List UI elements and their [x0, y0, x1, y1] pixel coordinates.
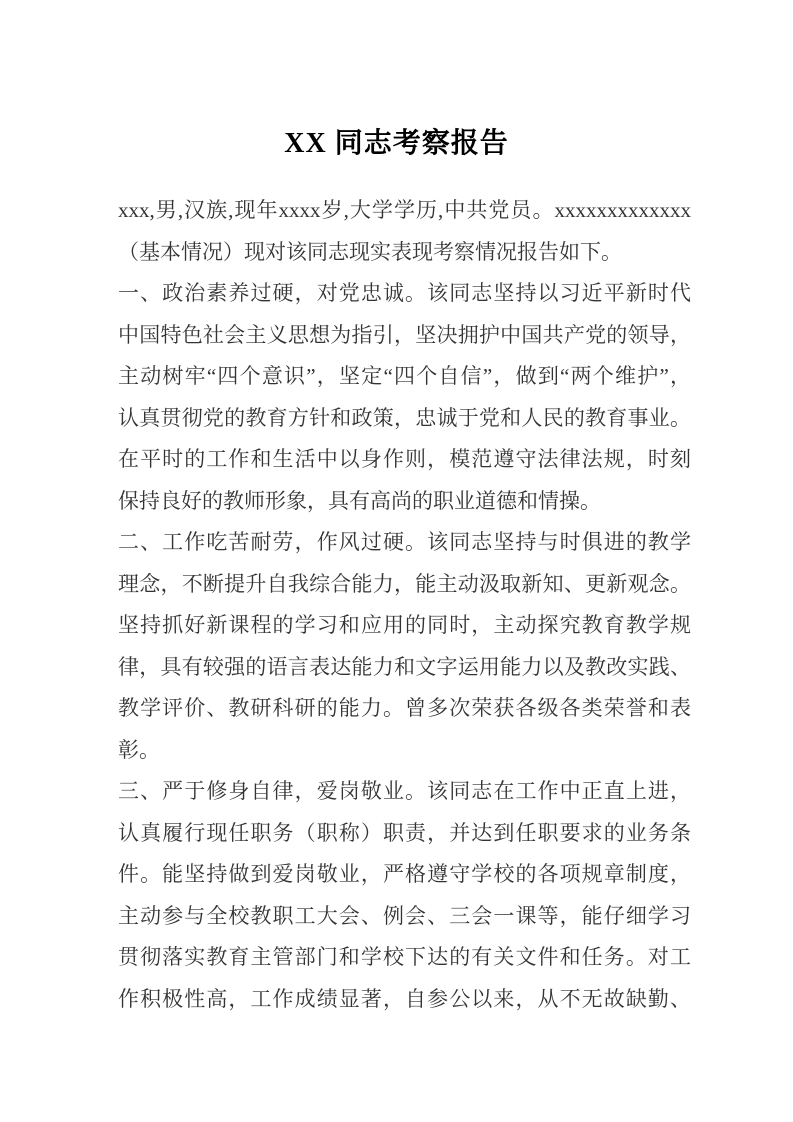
text-line: （基本情况）现对该同志现实表现考察情况报告如下。	[118, 239, 622, 264]
text-line: 理念，不断提升自我综合能力，能主动汲取新知、更新观念。	[118, 571, 691, 596]
text-line: 作积极性高，工作成绩显著，自参公以来，从不无故缺勤、	[118, 986, 691, 1011]
text-line: 件。能坚持做到爱岗敬业，严格遵守学校的各项规章制度，	[118, 862, 691, 886]
text-line: 中国特色社会主义思想为指引，坚决拥护中国共产党的领导，	[118, 322, 691, 347]
text-line: xxx,男,汉族,现年xxxx岁,大学学历,中共党员。xxxxxxxxxxxxx	[118, 198, 691, 222]
text-line: 律，具有较强的语言表达能力和文字运用能力以及教改实践、	[118, 654, 691, 679]
text-line: 三、严于修身自律，爱岗敬业。该同志在工作中正直上进，	[118, 779, 691, 803]
text-line: 认真履行现任职务（职称）职责，并达到任职要求的业务条	[118, 820, 691, 845]
text-line: 保持良好的教师形象，具有高尚的职业道德和情操。	[118, 488, 601, 513]
document-body	[118, 190, 691, 1020]
text-line: 在平时的工作和生活中以身作则，模范遵守法律法规，时刻	[118, 447, 691, 471]
text-line: 坚持抓好新课程的学习和应用的同时，主动探究教育教学规	[118, 613, 691, 637]
text-line: 一、政治素养过硬，对党忠诚。该同志坚持以习近平新时代	[118, 281, 691, 305]
text-line: 贯彻落实教育主管部门和学校下达的有关文件和任务。对工	[118, 945, 691, 969]
text-line: 彰。	[118, 737, 160, 762]
text-line: 教学评价、教研科研的能力。曾多次荣获各级各类荣誉和表	[118, 696, 691, 720]
document-title: XX 同志考察报告	[284, 128, 509, 159]
text-line: 二、工作吃苦耐劳，作风过硬。该同志坚持与时俱进的教学	[118, 530, 691, 554]
text-line: 主动参与全校教职工大会、例会、三会一课等，能仔细学习	[118, 903, 691, 928]
text-line: 认真贯彻党的教育方针和政策，忠诚于党和人民的教育事业。	[118, 405, 691, 430]
text-line: 主动树牢“四个意识”，坚定“四个自信”，做到“两个维护”，	[118, 364, 691, 388]
